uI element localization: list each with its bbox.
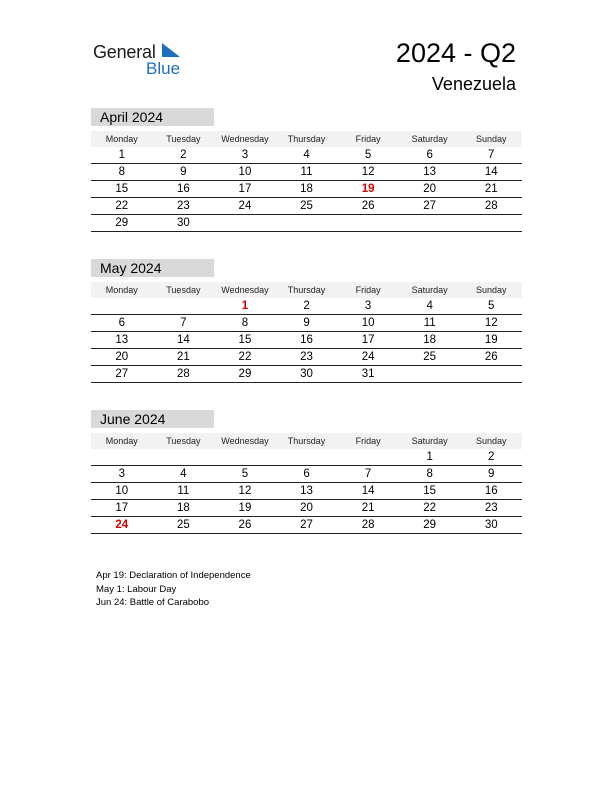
day-cell: 9 xyxy=(488,468,495,480)
day-cell: 13 xyxy=(300,485,313,497)
week-row xyxy=(91,483,522,500)
logo-general-text: General xyxy=(93,42,156,62)
day-cell: 23 xyxy=(300,351,313,363)
empty-day-cell xyxy=(214,215,276,231)
week-row xyxy=(91,332,522,349)
week-row xyxy=(91,215,522,232)
day-cell: 24 xyxy=(238,200,252,212)
day-cell: 26 xyxy=(484,351,498,363)
day-cell: 1 xyxy=(426,451,433,463)
weekday-label: Sunday xyxy=(475,436,507,446)
week-row xyxy=(91,517,522,534)
day-cell: 10 xyxy=(361,317,375,329)
day-cell: 18 xyxy=(423,334,437,346)
holiday-item: May 1: Labour Day xyxy=(96,583,177,595)
day-cell: 25 xyxy=(423,351,437,363)
weekday-label: Friday xyxy=(355,436,381,446)
day-cell: 16 xyxy=(484,485,498,497)
day-cell: 14 xyxy=(484,166,498,178)
day-cell: 7 xyxy=(364,468,372,480)
month-block xyxy=(91,259,522,383)
day-cell: 15 xyxy=(423,485,437,497)
day-cell: 12 xyxy=(361,166,375,178)
day-cell: 29 xyxy=(423,519,437,531)
weekday-label: Saturday xyxy=(411,436,448,446)
day-cell: 17 xyxy=(361,334,375,346)
day-cell: 19 xyxy=(238,502,252,514)
empty-day-cell xyxy=(276,215,338,231)
day-cell: 28 xyxy=(176,368,190,380)
day-cell: 3 xyxy=(118,468,125,480)
weekday-label: Sunday xyxy=(475,285,507,295)
day-cell: 5 xyxy=(364,149,372,161)
day-cell: 19 xyxy=(361,183,375,195)
day-cell: 26 xyxy=(361,200,375,212)
weekday-label: Tuesday xyxy=(166,285,201,295)
empty-day-cell xyxy=(399,366,461,382)
day-cell: 16 xyxy=(176,183,190,195)
empty-day-cell xyxy=(153,298,215,314)
week-row xyxy=(91,147,522,164)
day-cell: 28 xyxy=(361,519,375,531)
logo-flag-icon xyxy=(160,43,182,59)
month-header: April 2024 xyxy=(91,108,214,126)
day-cell: 3 xyxy=(364,300,372,312)
empty-day-cell xyxy=(91,298,153,314)
day-cell: 7 xyxy=(180,317,187,329)
country-name: Venezuela xyxy=(431,74,516,94)
day-cell: 9 xyxy=(180,166,187,178)
day-cell: 11 xyxy=(177,485,190,497)
day-cell: 18 xyxy=(300,183,313,195)
day-cell: 17 xyxy=(238,183,252,195)
day-cell: 1 xyxy=(118,149,125,161)
day-cell: 20 xyxy=(115,351,129,363)
empty-day-cell xyxy=(460,366,522,382)
day-cell: 26 xyxy=(238,519,252,531)
day-cell: 30 xyxy=(484,519,498,531)
week-row xyxy=(91,349,522,366)
holiday-list xyxy=(96,569,251,610)
day-cell: 24 xyxy=(115,519,129,531)
week-row xyxy=(91,181,522,198)
weekday-label: Thursday xyxy=(287,285,326,295)
day-cell: 2 xyxy=(303,300,310,312)
weekday-header-row xyxy=(91,433,522,449)
day-cell: 5 xyxy=(488,300,495,312)
week-row xyxy=(91,164,522,181)
day-cell: 22 xyxy=(115,200,129,212)
month-header: May 2024 xyxy=(91,259,214,277)
day-cell: 9 xyxy=(303,317,310,329)
page-title: 2024 - Q2 xyxy=(395,38,516,68)
day-cell: 18 xyxy=(176,502,190,514)
weekday-label: Tuesday xyxy=(166,436,201,446)
day-cell: 22 xyxy=(238,351,252,363)
empty-day-cell xyxy=(214,449,276,465)
day-cell: 31 xyxy=(361,368,375,380)
weekday-label: Friday xyxy=(355,134,381,144)
day-cell: 2 xyxy=(488,451,495,463)
logo-blue-text: Blue xyxy=(146,59,181,78)
day-cell: 24 xyxy=(361,351,375,363)
day-cell: 28 xyxy=(484,200,498,212)
day-cell: 6 xyxy=(303,468,310,480)
day-cell: 1 xyxy=(241,300,249,312)
day-cell: 7 xyxy=(488,149,495,161)
weekday-label: Thursday xyxy=(287,436,326,446)
day-cell: 21 xyxy=(361,502,375,514)
day-cell: 30 xyxy=(300,368,313,380)
day-cell: 23 xyxy=(484,502,498,514)
weekday-label: Saturday xyxy=(411,134,448,144)
week-row xyxy=(91,315,522,332)
day-cell: 4 xyxy=(426,300,433,312)
empty-day-cell xyxy=(153,449,215,465)
weekday-header-row xyxy=(91,282,522,298)
week-row xyxy=(91,449,522,466)
day-cell: 11 xyxy=(300,166,313,178)
holiday-item: Jun 24: Battle of Carabobo xyxy=(96,597,210,608)
day-cell: 2 xyxy=(180,149,187,161)
day-cell: 21 xyxy=(176,351,190,363)
day-cell: 29 xyxy=(115,217,129,229)
day-cell: 17 xyxy=(115,502,129,514)
day-cell: 20 xyxy=(423,183,437,195)
day-cell: 30 xyxy=(176,217,190,229)
day-cell: 23 xyxy=(176,200,190,212)
week-row xyxy=(91,366,522,383)
day-cell: 14 xyxy=(361,485,375,497)
empty-day-cell xyxy=(337,449,399,465)
day-cell: 11 xyxy=(423,317,436,329)
weekday-header-row xyxy=(91,131,522,147)
weekday-label: Monday xyxy=(105,134,138,144)
empty-day-cell xyxy=(337,215,399,231)
day-cell: 10 xyxy=(115,485,129,497)
day-cell: 29 xyxy=(238,368,252,380)
weekday-label: Sunday xyxy=(475,134,507,144)
day-cell: 4 xyxy=(303,149,310,161)
day-cell: 8 xyxy=(426,468,433,480)
day-cell: 25 xyxy=(176,519,190,531)
day-cell: 25 xyxy=(300,200,313,212)
day-cell: 12 xyxy=(238,485,252,497)
day-cell: 5 xyxy=(241,468,249,480)
day-cell: 3 xyxy=(241,149,249,161)
empty-day-cell xyxy=(276,449,338,465)
day-cell: 4 xyxy=(180,468,187,480)
weekday-label: Saturday xyxy=(411,285,448,295)
empty-day-cell xyxy=(91,449,153,465)
month-block xyxy=(91,410,522,534)
day-cell: 6 xyxy=(426,149,433,161)
day-cell: 19 xyxy=(484,334,498,346)
weekday-label: Friday xyxy=(355,285,381,295)
weekday-label: Tuesday xyxy=(166,134,201,144)
weekday-label: Wednesday xyxy=(221,436,269,446)
week-row xyxy=(91,466,522,483)
day-cell: 12 xyxy=(484,317,498,329)
day-cell: 14 xyxy=(176,334,190,346)
weekday-label: Wednesday xyxy=(221,285,269,295)
weekday-label: Monday xyxy=(105,436,138,446)
week-row xyxy=(91,500,522,517)
empty-day-cell xyxy=(399,215,461,231)
month-block xyxy=(91,108,522,232)
day-cell: 13 xyxy=(423,166,437,178)
day-cell: 15 xyxy=(238,334,252,346)
day-cell: 8 xyxy=(118,166,125,178)
weekday-label: Thursday xyxy=(287,134,326,144)
week-row xyxy=(91,198,522,215)
day-cell: 27 xyxy=(115,368,129,380)
empty-day-cell xyxy=(460,215,522,231)
day-cell: 20 xyxy=(300,502,313,514)
day-cell: 27 xyxy=(300,519,313,531)
weekday-label: Monday xyxy=(105,285,138,295)
day-cell: 27 xyxy=(423,200,437,212)
day-cell: 8 xyxy=(241,317,249,329)
day-cell: 22 xyxy=(423,502,437,514)
day-cell: 6 xyxy=(118,317,125,329)
day-cell: 21 xyxy=(484,183,498,195)
week-row xyxy=(91,298,522,315)
holiday-item: Apr 19: Declaration of Independence xyxy=(96,570,251,581)
day-cell: 13 xyxy=(115,334,129,346)
day-cell: 16 xyxy=(300,334,313,346)
day-cell: 15 xyxy=(115,183,129,195)
weekday-label: Wednesday xyxy=(221,134,269,144)
day-cell: 10 xyxy=(238,166,252,178)
generalblue-logo xyxy=(93,40,193,80)
month-header: June 2024 xyxy=(91,410,214,428)
